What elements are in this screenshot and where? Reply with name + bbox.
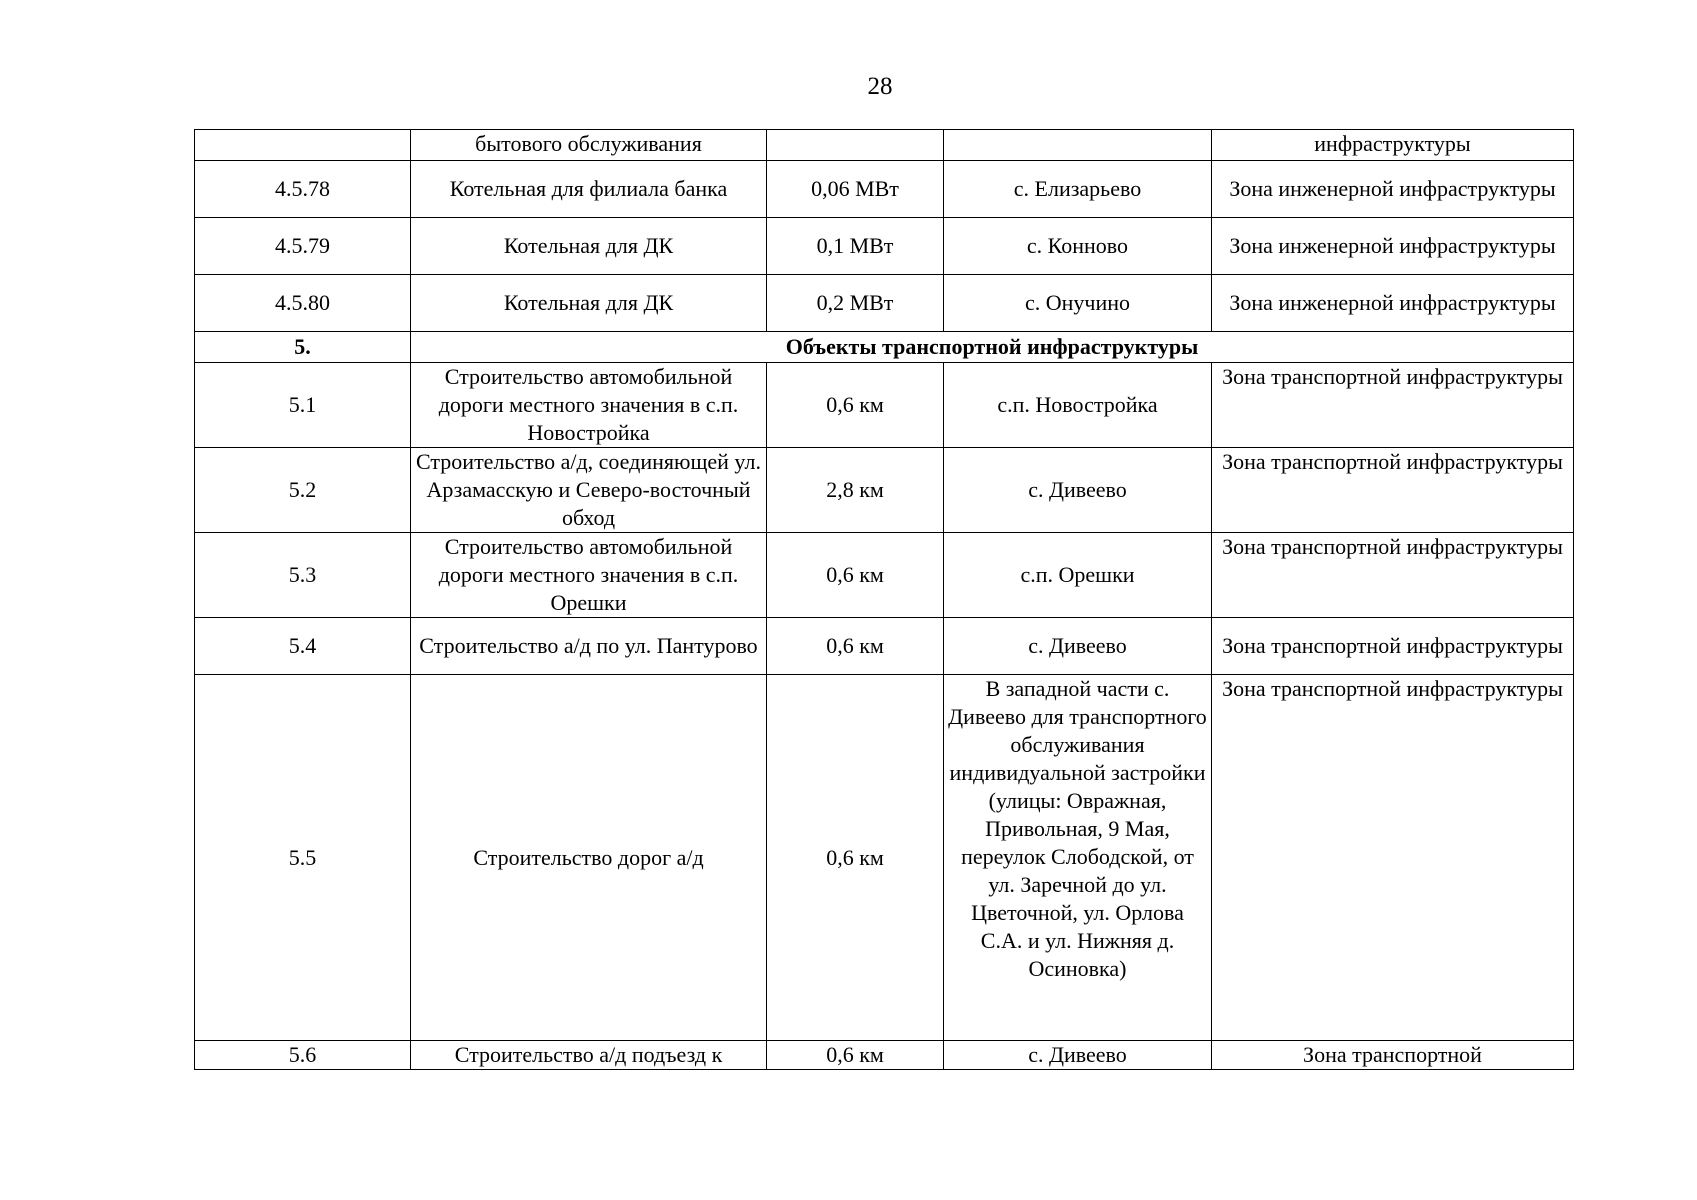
cell-object-name: Котельная для ДК <box>411 275 767 332</box>
cell-number: 5.2 <box>195 448 411 533</box>
cell-capacity: 0,06 МВт <box>767 161 944 218</box>
cell-location: с. Дивеево <box>944 618 1212 675</box>
cell-zone: Зона транспортной <box>1212 1041 1574 1070</box>
cell-zone: Зона транспортной инфраструктуры <box>1212 448 1574 533</box>
cell-object-name: Строительство а/д по ул. Пантурово <box>411 618 767 675</box>
cell-number: 5.1 <box>195 363 411 448</box>
cell-location: В западной части с. Дивеево для транспортного обслуживания индивидуальной застройки (улицы: Овражная, Привольная, 9 Мая, переулок Слободской, от ул. Заречной до ул. Цветочной, ул. Орлова С.А. и ул. Нижняя д. Осиновка) <box>944 675 1212 1041</box>
cell-object-name: Строительство автомобильной дороги местного значения в с.п. Новостройка <box>411 363 767 448</box>
infrastructure-table <box>194 129 1574 1070</box>
cell-capacity: 0,6 км <box>767 618 944 675</box>
table-row <box>195 130 1574 161</box>
section-row <box>195 332 1574 363</box>
cell-zone: Зона транспортной инфраструктуры <box>1212 363 1574 448</box>
cell-object-name: Котельная для ДК <box>411 218 767 275</box>
table-row <box>195 363 1574 448</box>
cell-zone: Зона транспортной инфраструктуры <box>1212 618 1574 675</box>
table-row <box>195 448 1574 533</box>
cell-zone: Зона инженерной инфраструктуры <box>1212 161 1574 218</box>
cell-object-name: Строительство а/д, соединяющей ул. Арзамасскую и Северо-восточный обход <box>411 448 767 533</box>
cell-number: 5.5 <box>195 675 411 1041</box>
cell-location: с. Конново <box>944 218 1212 275</box>
table-row <box>195 675 1574 1041</box>
cell-location: с. Дивеево <box>944 1041 1212 1070</box>
table-row <box>195 161 1574 218</box>
cell-capacity: 0,6 км <box>767 363 944 448</box>
cell-location: с. Онучино <box>944 275 1212 332</box>
cell-location: с.п. Орешки <box>944 533 1212 618</box>
cell-location: с. Елизарьево <box>944 161 1212 218</box>
cell-location <box>944 130 1212 161</box>
table-row <box>195 533 1574 618</box>
table-row <box>195 218 1574 275</box>
section-title: Объекты транспортной инфраструктуры <box>411 332 1574 363</box>
cell-number: 5.3 <box>195 533 411 618</box>
cell-object-name: Строительство дорог а/д <box>411 675 767 1041</box>
cell-capacity: 0,2 МВт <box>767 275 944 332</box>
cell-number: 5.6 <box>195 1041 411 1070</box>
cell-location: с.п. Новостройка <box>944 363 1212 448</box>
cell-zone: Зона транспортной инфраструктуры <box>1212 533 1574 618</box>
cell-object-name: Котельная для филиала банка <box>411 161 767 218</box>
cell-number: 4.5.79 <box>195 218 411 275</box>
cell-capacity: 2,8 км <box>767 448 944 533</box>
cell-number: 4.5.80 <box>195 275 411 332</box>
cell-object-name: Строительство автомобильной дороги местного значения в с.п. Орешки <box>411 533 767 618</box>
table-row <box>195 618 1574 675</box>
cell-number: 4.5.78 <box>195 161 411 218</box>
page-number: 28 <box>867 73 893 100</box>
cell-capacity: 0,6 км <box>767 1041 944 1070</box>
table-row <box>195 275 1574 332</box>
cell-zone: Зона транспортной инфраструктуры <box>1212 675 1574 1041</box>
cell-zone: Зона инженерной инфраструктуры <box>1212 275 1574 332</box>
cell-object-name: бытового обслуживания <box>411 130 767 161</box>
section-number: 5. <box>195 332 411 363</box>
cell-location: с. Дивеево <box>944 448 1212 533</box>
cell-zone: инфраструктуры <box>1212 130 1574 161</box>
cell-capacity <box>767 130 944 161</box>
cell-capacity: 0,6 км <box>767 533 944 618</box>
cell-object-name: Строительство а/д подъезд к <box>411 1041 767 1070</box>
cell-capacity: 0,1 МВт <box>767 218 944 275</box>
cell-capacity: 0,6 км <box>767 675 944 1041</box>
table-row <box>195 1041 1574 1070</box>
cell-zone: Зона инженерной инфраструктуры <box>1212 218 1574 275</box>
table-body <box>195 130 1574 1070</box>
cell-number: 5.4 <box>195 618 411 675</box>
cell-number <box>195 130 411 161</box>
